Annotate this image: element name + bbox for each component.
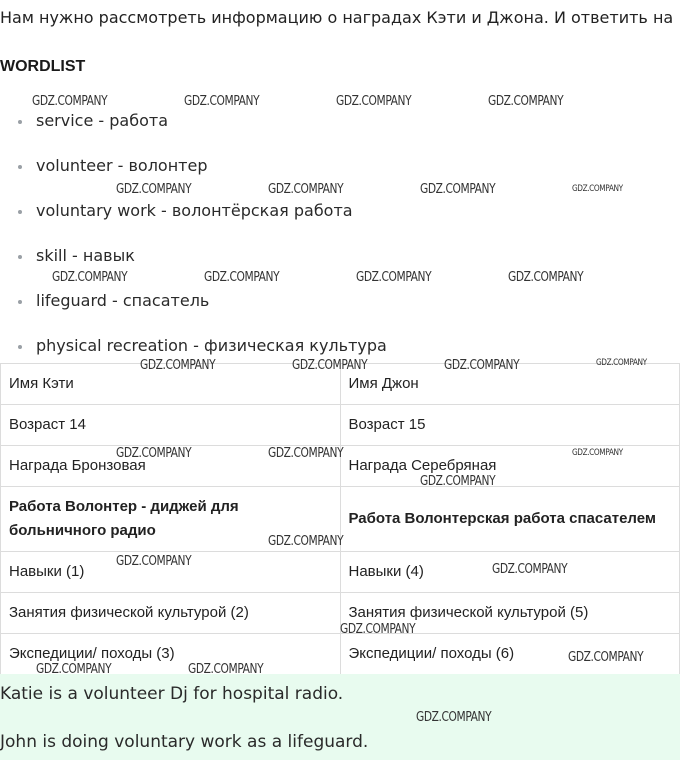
watermark: GDZ.COMPANY <box>340 622 416 637</box>
watermark: GDZ.COMPANY <box>508 270 584 285</box>
table-cell-katie: Навыки (1) <box>1 552 341 593</box>
table-cell-katie: Награда Бронзовая <box>1 446 341 487</box>
wordlist-item: service - работа <box>0 109 387 154</box>
watermark: GDZ.COMPANY <box>420 182 496 197</box>
wordlist-item: lifeguard - спасатель <box>0 289 387 334</box>
watermark: GDZ.COMPANY <box>444 358 520 373</box>
watermark: GDZ.COMPANY <box>596 358 647 368</box>
table-cell-john: Возраст 15 <box>340 405 680 446</box>
watermark: GDZ.COMPANY <box>356 270 432 285</box>
table-cell-john: Навыки (4) <box>340 552 680 593</box>
table-cell-katie: Занятия физической культурой (2) <box>1 593 341 634</box>
table-cell-john: Работа Волонтерская работа спасателем <box>340 487 680 552</box>
watermark: GDZ.COMPANY <box>116 182 192 197</box>
wordlist-item: volunteer - волонтер <box>0 154 387 199</box>
table-row <box>1 446 680 487</box>
table-cell-john: Имя Джон <box>340 364 680 405</box>
watermark: GDZ.COMPANY <box>188 662 264 677</box>
intro-text: Нам нужно рассмотреть информацию о наградах Кэти и Джона. И ответить на <box>0 8 674 27</box>
watermark: GDZ.COMPANY <box>572 448 623 458</box>
watermark: GDZ.COMPANY <box>572 184 623 194</box>
watermark: GDZ.COMPANY <box>268 182 344 197</box>
watermark: GDZ.COMPANY <box>336 94 412 109</box>
answer-block <box>0 674 680 760</box>
watermark: GDZ.COMPANY <box>416 710 492 725</box>
watermark: GDZ.COMPANY <box>268 446 344 461</box>
wordlist-item: voluntary work - волонтёрская работа <box>0 199 387 244</box>
watermark: GDZ.COMPANY <box>32 94 108 109</box>
table-row <box>1 552 680 593</box>
table-row <box>1 634 680 675</box>
watermark: GDZ.COMPANY <box>292 358 368 373</box>
watermark: GDZ.COMPANY <box>116 554 192 569</box>
awards-table <box>0 363 680 675</box>
watermark: GDZ.COMPANY <box>116 446 192 461</box>
table-cell-katie: Имя Кэти <box>1 364 341 405</box>
wordlist-heading: WORDLIST <box>0 58 86 75</box>
wordlist-item: skill - навык <box>0 244 387 289</box>
table-cell-john: Награда Серебряная <box>340 446 680 487</box>
answer-sentence: Katie is a volunteer Dj for hospital radio. <box>0 684 344 704</box>
watermark: GDZ.COMPANY <box>492 562 568 577</box>
watermark: GDZ.COMPANY <box>204 270 280 285</box>
answer-sentence: John is doing voluntary work as a lifeguard. <box>0 732 369 752</box>
table-row <box>1 593 680 634</box>
watermark: GDZ.COMPANY <box>268 534 344 549</box>
table-cell-john: Занятия физической культурой (5) <box>340 593 680 634</box>
table-row <box>1 487 680 552</box>
watermark: GDZ.COMPANY <box>140 358 216 373</box>
wordlist <box>0 109 387 379</box>
table-cell-katie: Возраст 14 <box>1 405 341 446</box>
table-cell-john: Экспедиции/ походы (6) <box>340 634 680 675</box>
table-row <box>1 405 680 446</box>
watermark: GDZ.COMPANY <box>420 474 496 489</box>
table-cell-katie: Работа Волонтер - диджей для больничного радио <box>1 487 341 552</box>
watermark: GDZ.COMPANY <box>184 94 260 109</box>
watermark: GDZ.COMPANY <box>52 270 128 285</box>
table-row <box>1 364 680 405</box>
wordlist-item: physical recreation - физическая культура <box>0 334 387 379</box>
table-cell-katie: Экспедиции/ походы (3) <box>1 634 341 675</box>
watermark: GDZ.COMPANY <box>568 650 644 665</box>
watermark: GDZ.COMPANY <box>36 662 112 677</box>
watermark: GDZ.COMPANY <box>488 94 564 109</box>
